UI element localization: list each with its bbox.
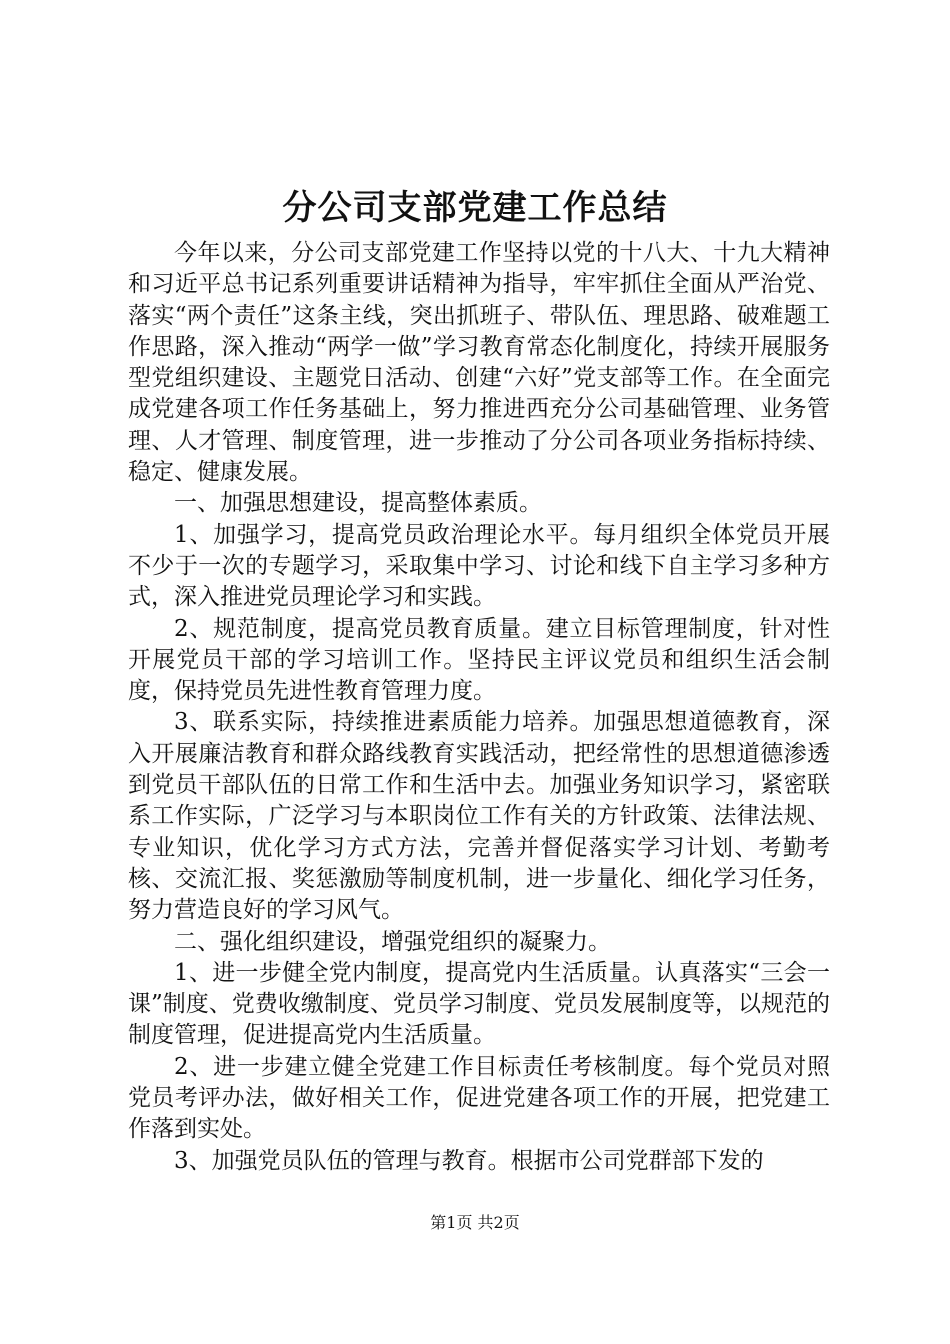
paragraph-1-1: 1、加强学习，提高党员政治理论水平。每月组织全体党员开展不少于一次的专题学习，采取集中学习、讨论和线下自主学习多种方式，深入推进党员理论学习和实践。: [128, 521, 830, 611]
paragraph-2-1: 1、进一步健全党内制度，提高党内生活质量。认真落实“三会一课”制度、党费收缴制度、党员学习制度、党员发展制度等，以规范的制度管理，促进提高党内生活质量。: [128, 959, 830, 1049]
paragraph-2-3: 3、加强党员队伍的管理与教育。根据市公司党群部下发的: [174, 1147, 764, 1174]
document-title: 分公司支部党建工作总结: [282, 188, 668, 228]
paragraph-intro: 今年以来，分公司支部党建工作坚持以党的十八大、十九大精神和习近平总书记系列重要讲话精神为指导，牢牢抓住全面从严治党、落实“两个责任”这条主线，突出抓班子、带队伍、理思路、破难题工作思路，深入推动“两学一做”学习教育常态化制度化，持续开展服务型党组织建设、主题党日活动、创建“六好”党支部等工作。在全面完成党建各项工作任务基础上，努力推进西充分公司基础管理、业务管理、人才管理、制度管理，进一步推动了分公司各项业务指标持续、稳定、健康发展。: [128, 240, 830, 486]
paragraph-2-2: 2、进一步建立健全党建工作目标责任考核制度。每个党员对照党员考评办法，做好相关工作，促进党建各项工作的开展，把党建工作落到实处。: [128, 1053, 830, 1143]
paragraph-1-3: 3、联系实际，持续推进素质能力培养。加强思想道德教育，深入开展廉洁教育和群众路线教育实践活动，把经常性的思想道德渗透到党员干部队伍的日常工作和生活中去。加强业务知识学习，紧密联系工作实际，广泛学习与本职岗位工作有关的方针政策、法律法规、专业知识，优化学习方式方法，完善并督促落实学习计划、考勤考核、交流汇报、奖惩激励等制度机制，进一步量化、细化学习任务，努力营造良好的学习风气。: [128, 709, 830, 924]
paragraph-1-2: 2、规范制度，提高党员教育质量。建立目标管理制度，针对性开展党员干部的学习培训工作。坚持民主评议党员和组织生活会制度，保持党员先进性教育管理力度。: [128, 615, 830, 705]
page-number: 第1页 共2页: [430, 1213, 520, 1232]
document-body: [128, 238, 830, 1177]
section-heading-1: 一、加强思想建设，提高整体素质。: [174, 490, 542, 517]
section-heading-2: 二、强化组织建设，增强党组织的凝聚力。: [174, 928, 611, 955]
